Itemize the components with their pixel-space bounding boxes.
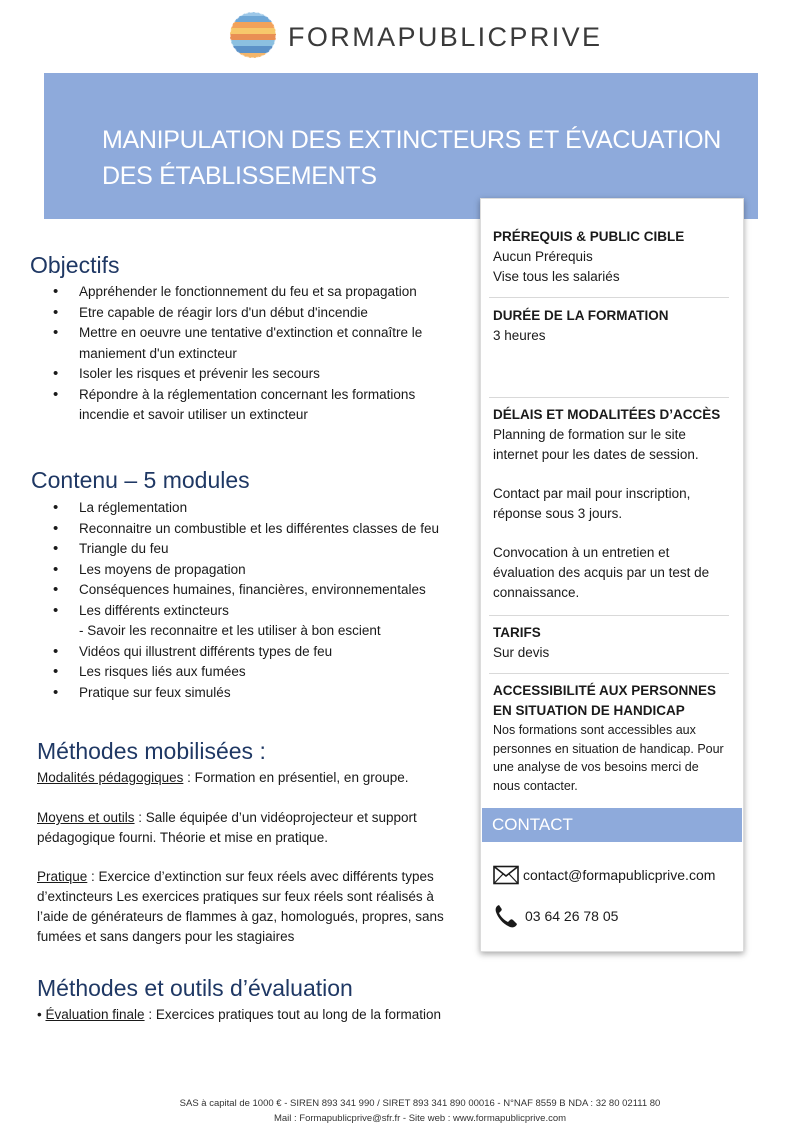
evaluation-text: : Exercices pratiques tout au long de la formation [144,1007,441,1022]
list-item [53,519,483,540]
page-title-line-2: DES ÉTABLISSEMENTS [102,162,377,190]
duree-heading: DURÉE DE LA FORMATION [493,308,669,323]
list-item-text: Vidéos qui illustrent différents types de feu [79,643,333,659]
evaluation-bullet: • [37,1007,46,1022]
contact-email-row[interactable] [493,865,738,885]
list-item-text: La réglementation [79,500,188,515]
contact-phone[interactable]: 03 64 26 78 05 [525,908,619,924]
moyens-text: : Salle équipée d’un vidéoprojecteur et support pédagogique fourni. Théorie et mise en pratique. [37,810,417,845]
divider [489,297,729,298]
prerequis-line-1: Aucun Prérequis [493,249,593,264]
evaluation-label: Évaluation finale [45,1007,145,1022]
info-panel [480,198,744,952]
tarifs-section [493,623,729,663]
tarifs-value: Sur devis [493,645,550,660]
list-item-text: Mettre en oeuvre une tentative d'extinction et connaître le maniement d'un extincteur [79,325,423,361]
contact-header: CONTACT [482,808,742,842]
list-item [53,580,483,601]
prerequis-line-2: Vise tous les salariés [493,269,620,284]
footer-legal: SAS à capital de 1000 € - SIREN 893 341 990 / SIRET 893 341 890 00016 - N°NAF 8559 B NDA : 32 80 02111 80 [179,1098,661,1109]
list-item [53,601,483,642]
footer-contact: Mail : Formapublicprive@sfr.fr - Site web : www.formapublicprive.com [273,1112,567,1124]
list-item-text: Isoler les risques et prévenir les secours [79,366,320,381]
divider [489,397,729,398]
evaluation-paragraph [37,1005,497,1025]
duree-value: 3 heures [493,328,546,343]
contact-phone-row[interactable] [493,903,738,929]
objectifs-list [53,282,453,426]
list-item [53,385,453,426]
list-item [53,683,483,704]
delais-paragraph-3: Convocation à un entretien et évaluation des acquis par un test de connaissance. [493,545,710,600]
moyens-paragraph [37,808,467,848]
list-item-text: Reconnaitre un combustible et les différentes classes de feu [79,520,439,536]
modalites-paragraph [37,768,477,788]
delais-heading: DÉLAIS ET MODALITÉES D’ACCÈS [493,407,721,422]
list-item [53,498,483,519]
pratique-text: : Exercice d’extinction sur feux réels avec différents types d’extincteurs Les exercices pratiques sur feux réels sont réalisés à l’aide de générateurs de flammes à gaz, homologués, propres, sans fumées et sans dangers pour les stagiaires [37,869,444,944]
list-item-text: Appréhender le fonctionnement du feu et sa propagation [79,284,417,299]
list-item-text: Pratique sur feux simulés [79,684,231,700]
pratique-label: Pratique [37,869,88,884]
delais-paragraph-1: Planning de formation sur le site internet pour les dates de session. [493,427,699,462]
moyens-label: Moyens et outils [37,810,135,825]
list-item [53,662,483,683]
list-item [53,364,453,385]
prerequis-heading: PRÉREQUIS & PUBLIC CIBLE [493,229,685,244]
accessibilite-body: Nos formations sont accessibles aux personnes en situation de handicap. Pour une analyse de vos besoins merci de nous contacter. [493,723,724,793]
list-item-text: Les différents extincteurs [79,602,229,618]
evaluation-title: Méthodes et outils d’évaluation [37,975,353,1001]
list-item-text: Conséquences humaines, financières, environnementales [79,582,426,597]
objectifs-title: Objectifs [30,252,120,278]
pratique-paragraph [37,867,462,947]
list-item-text: Etre capable de réagir lors d'un début d'incendie [79,304,368,320]
contact-email[interactable]: contact@formapublicprive.com [523,867,716,883]
duree-section [493,306,729,346]
list-item [53,560,483,581]
accessibilite-section [493,681,729,795]
modalites-text: : Formation en présentiel, en groupe. [183,770,409,785]
list-item [53,282,453,303]
logo-sphere-icon [228,10,278,60]
page-title [102,122,742,194]
phone-icon [493,903,519,929]
divider [489,615,729,616]
list-sub-item: - Savoir les reconnaitre et les utiliser à bon escient [79,623,381,638]
modalites-label: Modalités pédagogiques [37,770,184,785]
list-item-text: Les risques liés aux fumées [79,664,246,679]
prerequis-section [493,227,729,287]
divider [489,673,729,674]
brand-name: FORMAPUBLICPRIVE [288,22,603,52]
list-item-text: Répondre à la réglementation concernant les formations incendie et savoir utiliser un extincteur [79,386,416,422]
list-item-text: Triangle du feu [79,541,169,556]
list-item [53,323,453,364]
page-title-line-1: MANIPULATION DES EXTINCTEURS ET ÉVACUATION [102,126,721,154]
methodes-title: Méthodes mobilisées : [37,738,266,764]
brand-logo [228,8,603,64]
envelope-icon [493,865,519,885]
contenu-title: Contenu – 5 modules [31,467,250,493]
list-item [53,642,483,663]
delais-section [493,405,729,603]
tarifs-heading: TARIFS [493,625,541,640]
list-item-text: Les moyens de propagation [79,561,246,577]
page-footer [0,1097,800,1126]
list-item [53,539,483,560]
delais-paragraph-2: Contact par mail pour inscription, réponse sous 3 jours. [493,486,691,521]
contenu-list [53,498,483,703]
accessibilite-heading: ACCESSIBILITÉ AUX PERSONNES EN SITUATION DE HANDICAP [493,683,717,718]
list-item [53,303,453,324]
